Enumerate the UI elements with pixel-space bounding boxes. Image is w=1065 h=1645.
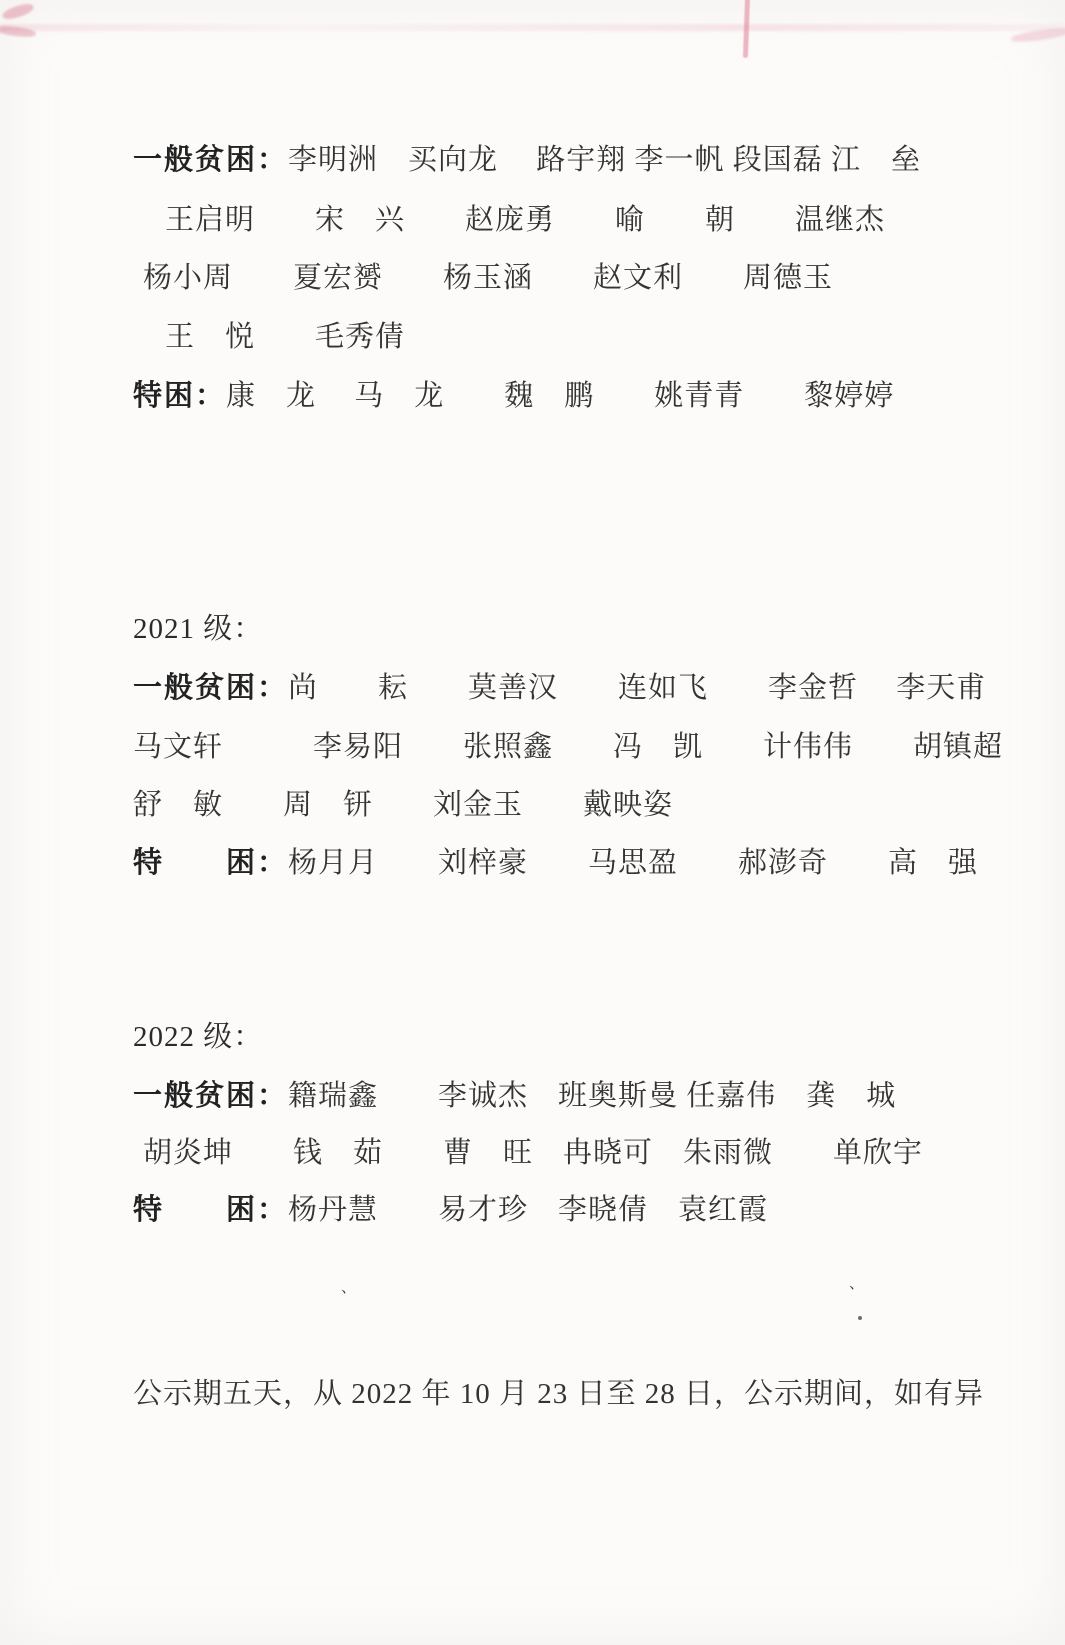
pink-corner-artifact	[1011, 26, 1065, 44]
name-list-row	[165, 317, 405, 357]
names-text: 尚 耘 莫善汉 连如飞 李金哲 李天甫	[288, 672, 987, 704]
name-list-row	[165, 200, 885, 240]
category-label-extreme-poverty: 特 困：	[133, 1194, 289, 1226]
names-text: 籍瑞鑫 李诚杰 班奥斯曼 任嘉伟 龚 城	[288, 1080, 897, 1112]
name-list-row	[133, 785, 673, 825]
name-list-row	[133, 376, 894, 416]
name-list-row	[143, 258, 833, 298]
name-list-row	[133, 843, 978, 883]
name-list-row	[133, 1076, 896, 1116]
names-text: 舒 敏 周 钘 刘金玉 戴映姿	[133, 789, 674, 821]
notice-period-text: 公示期五天，从 2022 年 10 月 23 日至 28 日，公示期间，如有异	[133, 1378, 985, 1410]
category-label-extreme-poverty: 特困：	[133, 380, 227, 412]
names-text: 杨丹慧 易才珍 李晓倩 袁红霞	[288, 1194, 769, 1226]
category-label-general-poverty: 一般贫困：	[133, 144, 289, 176]
names-text: 王启明 宋 兴 赵庞勇 喻 朝 温继杰	[165, 204, 886, 236]
name-list-row	[143, 1133, 923, 1173]
category-label-general-poverty: 一般贫困：	[133, 672, 289, 704]
name-list-row	[133, 140, 921, 180]
names-text: 李明洲 买向龙 路宇翔 李一帆 段国磊 江 垒	[288, 144, 922, 176]
names-text: 马文轩 李易阳 张照鑫 冯 凯 计伟伟 胡镇超	[133, 731, 1004, 763]
names-text: 王 悦 毛秀倩	[165, 321, 406, 353]
red-ink-artifact	[1, 1, 35, 21]
names-text: 康 龙 马 龙 魏 鹏 姚青青 黎婷婷	[226, 380, 895, 412]
names-text: 胡炎坤 钱 茹 曹 旺 冉晓可 朱雨微 单欣宇	[143, 1137, 924, 1169]
name-list-row	[133, 1190, 768, 1230]
names-text: 杨月月 刘梓豪 马思盈 郝澎奇 高 强	[288, 847, 979, 879]
category-label-general-poverty: 一般贫困：	[133, 1080, 289, 1112]
name-list-row	[133, 727, 1003, 767]
name-list-row	[133, 668, 986, 708]
red-ink-artifact	[0, 25, 36, 39]
category-label-extreme-poverty: 特 困：	[133, 847, 289, 879]
pink-scan-streak	[0, 24, 1065, 31]
stray-mark: 、	[849, 1276, 865, 1292]
section-heading-2021: 2021 级：	[133, 613, 264, 645]
stray-mark: 、	[341, 1280, 357, 1296]
names-text: 杨小周 夏宏赟 杨玉涵 赵文利 周德玉	[143, 262, 834, 294]
pink-line-artifact	[743, 0, 750, 58]
section-heading-2022: 2022 级：	[133, 1021, 264, 1053]
stray-dot	[858, 1316, 862, 1320]
